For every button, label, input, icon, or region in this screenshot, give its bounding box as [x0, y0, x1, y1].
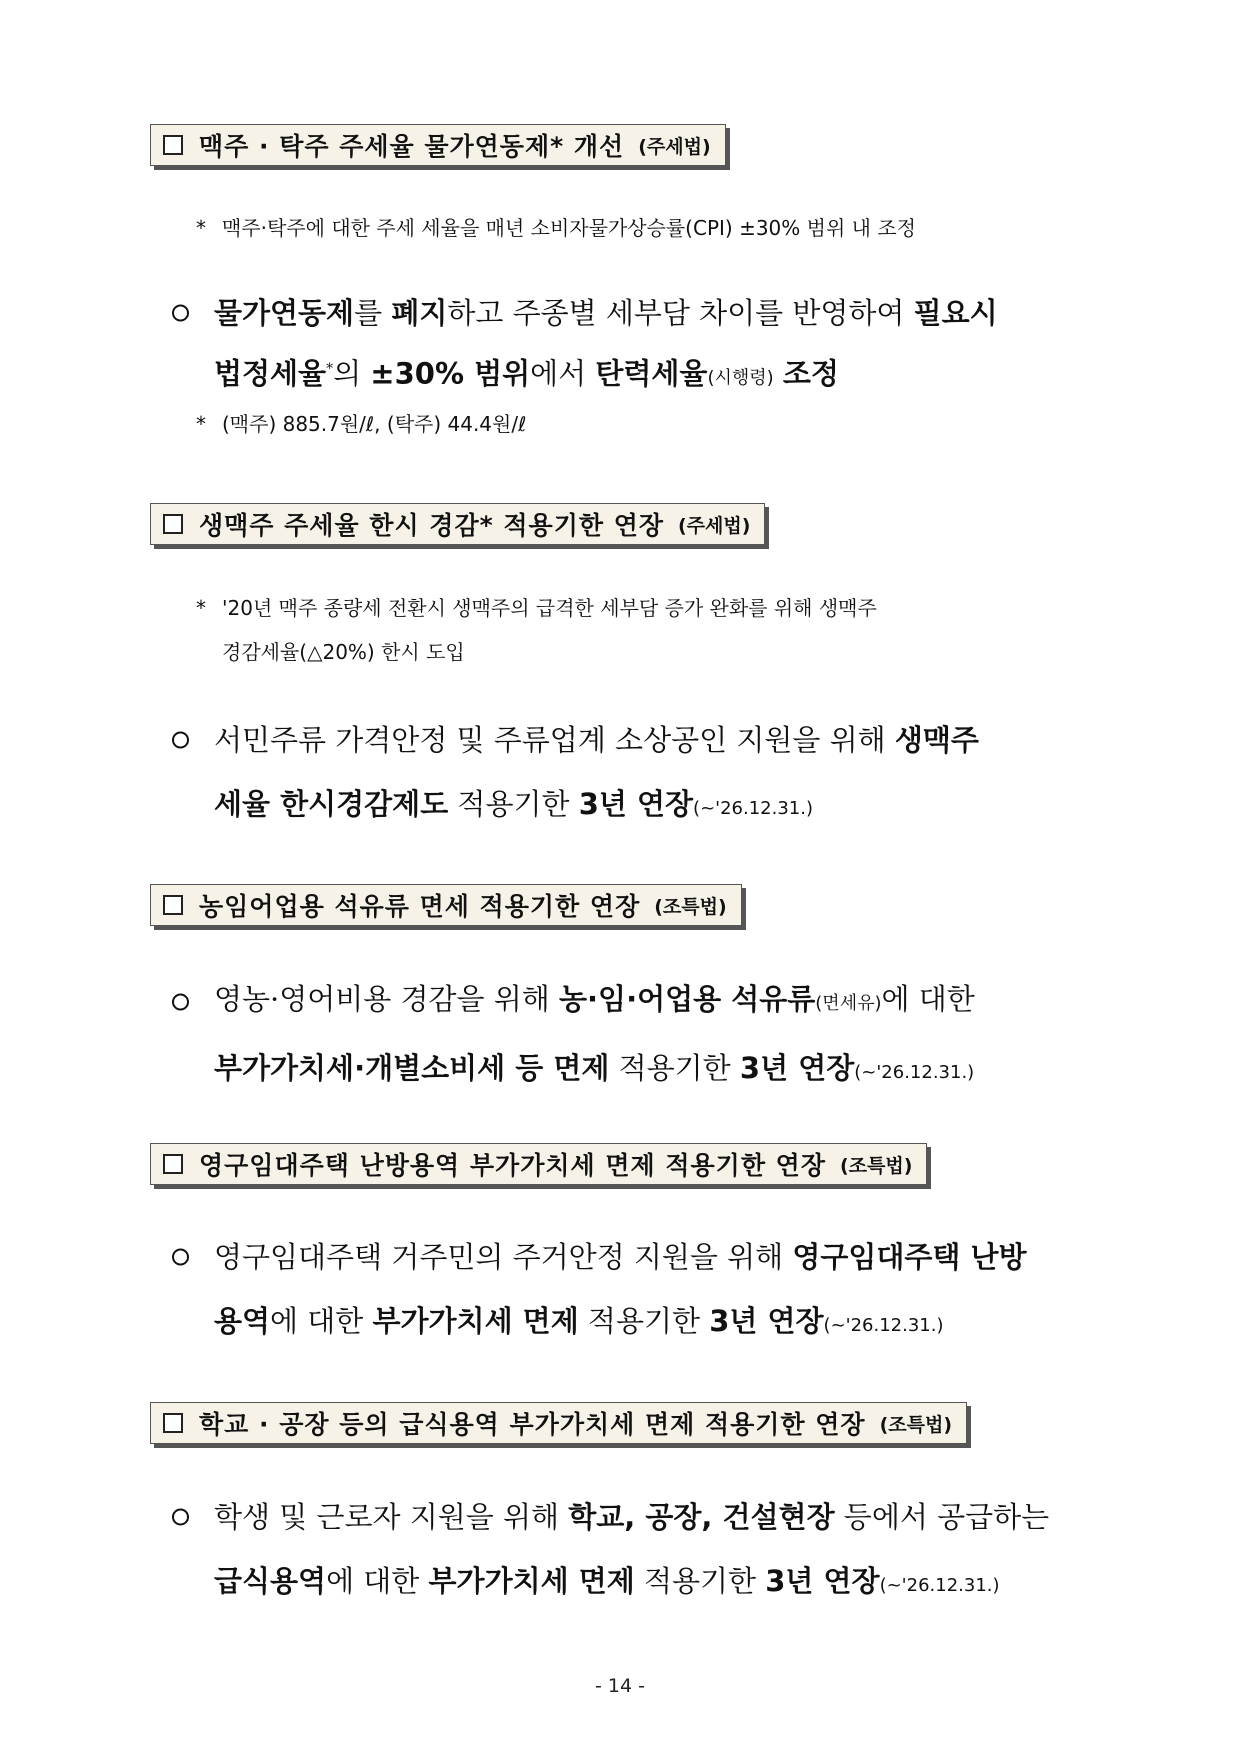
text-run: 에 대한 — [270, 1304, 373, 1338]
footnote — [196, 586, 1096, 674]
section-header — [150, 1143, 927, 1185]
footnote-text: (맥주) 885.7원/ℓ, (탁주) 44.4원/ℓ — [222, 412, 527, 436]
circle-bullet-icon — [172, 305, 189, 322]
bold-term: 법정세율 — [214, 356, 327, 391]
text-run: 적용기한 — [634, 1564, 766, 1598]
section-law: (조특법) — [879, 1413, 953, 1436]
bold-term: 3년 연장 — [765, 1564, 880, 1598]
text-run: 적용기한 — [578, 1304, 710, 1338]
bullet-line — [172, 708, 1102, 772]
bold-term: 필요시 — [913, 296, 998, 330]
circle-bullet-icon — [172, 1509, 189, 1526]
section-header — [150, 124, 726, 166]
footnote — [196, 402, 1096, 446]
footnote-text: 맥주·탁주에 대한 주세 세율을 매년 소비자물가상승률(CPI) ±30% 범위 내 조정 — [222, 216, 916, 240]
text-run: 에 대한 — [326, 1564, 429, 1598]
bullet-line — [172, 1036, 1102, 1105]
bold-term: 부가가치세 면제 — [372, 1304, 579, 1338]
section-law: (조특법) — [839, 1154, 913, 1177]
small-text: (~'26.12.31.) — [854, 1062, 975, 1083]
section-law: (조특법) — [654, 895, 727, 918]
text-run: 에서 — [530, 356, 596, 391]
text-run: 등에서 공급하는 — [834, 1500, 1050, 1534]
text-run: 영농·영어비용 경감을 위해 — [214, 982, 560, 1016]
bullet-paragraph — [172, 285, 1102, 407]
text-run: 학생 및 근로자 지원을 위해 — [214, 1500, 569, 1534]
text-run: 를 — [354, 296, 392, 330]
bold-term: 물가연동제 — [214, 296, 355, 330]
section-law: (주세법) — [678, 514, 751, 537]
bold-term: 3년 연장 — [739, 1051, 855, 1085]
bullet-paragraph — [172, 1485, 1102, 1618]
circle-bullet-icon — [172, 732, 189, 749]
footnote-text: 경감세율(△20%) 한시 도입 — [222, 640, 465, 664]
text-run: 적용기한 — [448, 787, 579, 821]
small-text: (~'26.12.31.) — [879, 1575, 1000, 1596]
section-header — [150, 1402, 967, 1444]
section-title: 학교 · 공장 등의 급식용역 부가가치세 면제 적용기한 연장 — [199, 1410, 866, 1439]
text-run: 의 — [333, 356, 371, 391]
footnote — [196, 206, 1096, 250]
circle-bullet-icon — [172, 1249, 189, 1266]
bold-term: 영구임대주택 난방 — [792, 1240, 1027, 1274]
bold-term: 용역 — [214, 1304, 271, 1338]
bold-term: 부가가치세·개별소비세 등 면제 — [214, 1051, 610, 1085]
bullet-line — [172, 1289, 1102, 1358]
bold-term: 농·임·어업용 석유류 — [559, 982, 816, 1016]
text-run: 에 대한 — [881, 982, 975, 1016]
asterisk: * — [196, 412, 206, 436]
text-run — [774, 357, 783, 391]
section-header — [150, 503, 765, 545]
small-text: (~'26.12.31.) — [693, 798, 813, 819]
bold-term: 폐지 — [391, 296, 448, 330]
checkbox-square-icon — [163, 1154, 183, 1174]
section-header — [150, 884, 742, 926]
bullet-line — [172, 967, 1102, 1036]
bullet-line — [172, 772, 1102, 841]
bullet-paragraph — [172, 1225, 1102, 1358]
bullet-line — [172, 1485, 1102, 1549]
bold-term: 3년 연장 — [709, 1304, 824, 1338]
section-law: (주세법) — [638, 135, 711, 158]
text-run: 하고 주종별 세부담 차이를 반영하여 — [447, 296, 914, 330]
superscript: * — [326, 361, 334, 377]
asterisk: * — [196, 216, 206, 240]
bold-term: 조정 — [782, 356, 839, 391]
checkbox-square-icon — [163, 1413, 183, 1433]
footnote-text: '20년 맥주 종량세 전환시 생맥주의 급격한 세부담 증가 완화를 위해 생맥주 — [222, 596, 877, 620]
bullet-line — [172, 341, 1102, 407]
circle-bullet-icon — [172, 993, 189, 1010]
section-title: 농임어업용 석유류 면세 적용기한 연장 — [199, 892, 641, 921]
text-run: 영구임대주택 거주민의 주거안정 지원을 위해 — [214, 1240, 793, 1274]
section-title: 생맥주 주세율 한시 경감* 적용기한 연장 — [199, 511, 664, 540]
bold-term: 탄력세율 — [595, 356, 708, 391]
checkbox-square-icon — [163, 135, 183, 155]
text-run: 서민주류 가격안정 및 주류업계 소상공인 지원을 위해 — [214, 723, 895, 757]
bullet-paragraph — [172, 967, 1102, 1105]
bullet-line — [172, 1225, 1102, 1289]
bold-term: 생맥주 — [894, 723, 979, 757]
bold-term: 학교, 공장, 건설현장 — [568, 1500, 835, 1534]
bullet-line — [172, 285, 1102, 341]
text-run: 적용기한 — [609, 1051, 740, 1085]
checkbox-square-icon — [163, 895, 183, 915]
bold-term: 세율 한시경감제도 — [214, 787, 449, 821]
asterisk: * — [196, 596, 206, 620]
section-title: 맥주 · 탁주 주세율 물가연동제* 개선 — [199, 132, 625, 161]
checkbox-square-icon — [163, 514, 183, 534]
page-number: - 14 - — [595, 1675, 645, 1697]
bold-term: 급식용역 — [214, 1564, 327, 1598]
bullet-line — [172, 1549, 1102, 1618]
bullet-paragraph — [172, 708, 1102, 841]
section-title: 영구임대주택 난방용역 부가가치세 면제 적용기한 연장 — [199, 1151, 826, 1180]
small-text: (시행령) — [707, 367, 774, 389]
bold-term: ±30% 범위 — [370, 356, 531, 391]
bold-term: 부가가치세 면제 — [428, 1564, 635, 1598]
small-text: (면세유) — [815, 993, 882, 1014]
small-text: (~'26.12.31.) — [823, 1315, 944, 1336]
bold-term: 3년 연장 — [578, 787, 694, 821]
